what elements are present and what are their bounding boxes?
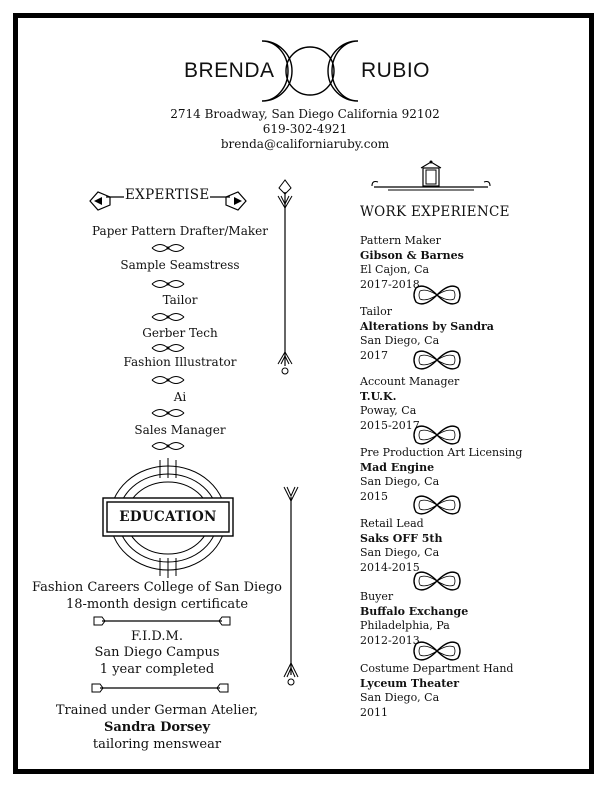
job-company: Mad Engine — [360, 460, 435, 474]
work-experience-heading: WORK EXPERIENCE — [360, 204, 510, 220]
job-location: Philadelphia, Pa — [360, 619, 450, 632]
job-company: Gibson & Barnes — [360, 248, 464, 262]
bow-divider-icon — [412, 424, 462, 446]
job-title: Account Manager — [360, 375, 460, 388]
job-title: Tailor — [360, 305, 392, 318]
school1-detail: 18-month design certificate — [65, 597, 249, 612]
atelier-line: Trained under German Atelier, — [55, 703, 259, 718]
contact-email: brenda@californiaruby.com — [220, 137, 390, 151]
job-company: T.U.K. — [360, 389, 397, 403]
job-years: 2017-2018 — [360, 277, 420, 291]
job-location: San Diego, Ca — [360, 546, 440, 559]
school2-name: F.I.D.M. — [131, 629, 183, 644]
bow-divider-icon — [412, 640, 462, 662]
bow-divider-icon — [412, 284, 462, 306]
job-years: 2012-2013 — [360, 633, 420, 647]
contact-address: 2714 Broadway, San Diego California 92102 — [170, 107, 440, 121]
bow-divider-icon — [412, 349, 462, 371]
job-entry — [360, 662, 513, 720]
school2-detail: 1 year completed — [99, 662, 215, 677]
expertise-item: Fashion Illustrator — [123, 355, 237, 369]
job-company: Alterations by Sandra — [360, 319, 494, 333]
flourish-divider-icon — [150, 277, 186, 291]
job-title: Buyer — [360, 590, 394, 603]
flourish-divider-icon — [150, 439, 186, 453]
job-location: El Cajon, Ca — [360, 263, 430, 276]
school1-name: Fashion Careers College of San Diego — [31, 580, 283, 595]
expertise-item: Sample Seamstress — [120, 258, 240, 272]
triple-moon-logo-icon — [250, 38, 370, 108]
expertise-item: Ai — [173, 390, 187, 404]
contact-phone: 619-302-4921 — [262, 122, 348, 136]
bow-divider-icon — [412, 494, 462, 516]
flourish-divider-icon — [150, 341, 186, 355]
expertise-item: Tailor — [162, 293, 198, 307]
bow-divider-icon — [412, 570, 462, 592]
last-name: RUBIO — [361, 59, 431, 82]
job-title: Retail Lead — [360, 517, 424, 530]
job-years: 2014-2015 — [360, 560, 420, 574]
job-years: 2011 — [360, 705, 388, 719]
expertise-heading: EXPERTISE — [125, 187, 210, 203]
flourish-divider-icon — [150, 373, 186, 387]
line-divider-icon — [92, 614, 232, 628]
job-company: Saks OFF 5th — [360, 531, 443, 545]
flourish-divider-icon — [150, 241, 186, 255]
first-name: BRENDA — [184, 59, 275, 82]
education-heading: EDUCATION — [119, 509, 217, 525]
job-title: Pattern Maker — [360, 234, 441, 247]
job-entry — [360, 517, 442, 575]
flourish-divider-icon — [150, 406, 186, 420]
lantern-ornament-icon — [368, 160, 494, 196]
job-location: San Diego, Ca — [360, 691, 440, 704]
job-company: Lyceum Theater — [360, 676, 460, 690]
job-years: 2017 — [360, 348, 388, 362]
school2-campus: San Diego Campus — [94, 645, 220, 660]
atelier-name: Sandra Dorsey — [103, 720, 211, 735]
flourish-divider-icon — [150, 310, 186, 324]
job-years: 2015-2017 — [360, 418, 420, 432]
job-years: 2015 — [360, 489, 388, 503]
job-location: San Diego, Ca — [360, 334, 440, 347]
job-location: San Diego, Ca — [360, 475, 440, 488]
vertical-arrow-divider-icon — [274, 178, 296, 378]
job-title: Pre Production Art Licensing — [360, 446, 523, 459]
line-divider-icon — [90, 681, 230, 695]
job-location: Poway, Ca — [360, 404, 417, 417]
job-company: Buffalo Exchange — [360, 604, 469, 618]
expertise-item: Paper Pattern Drafter/Maker — [92, 224, 268, 238]
expertise-item: Gerber Tech — [142, 326, 218, 340]
atelier-detail: tailoring menswear — [92, 737, 222, 752]
job-title: Costume Department Hand — [360, 662, 514, 675]
expertise-item: Sales Manager — [134, 423, 226, 437]
